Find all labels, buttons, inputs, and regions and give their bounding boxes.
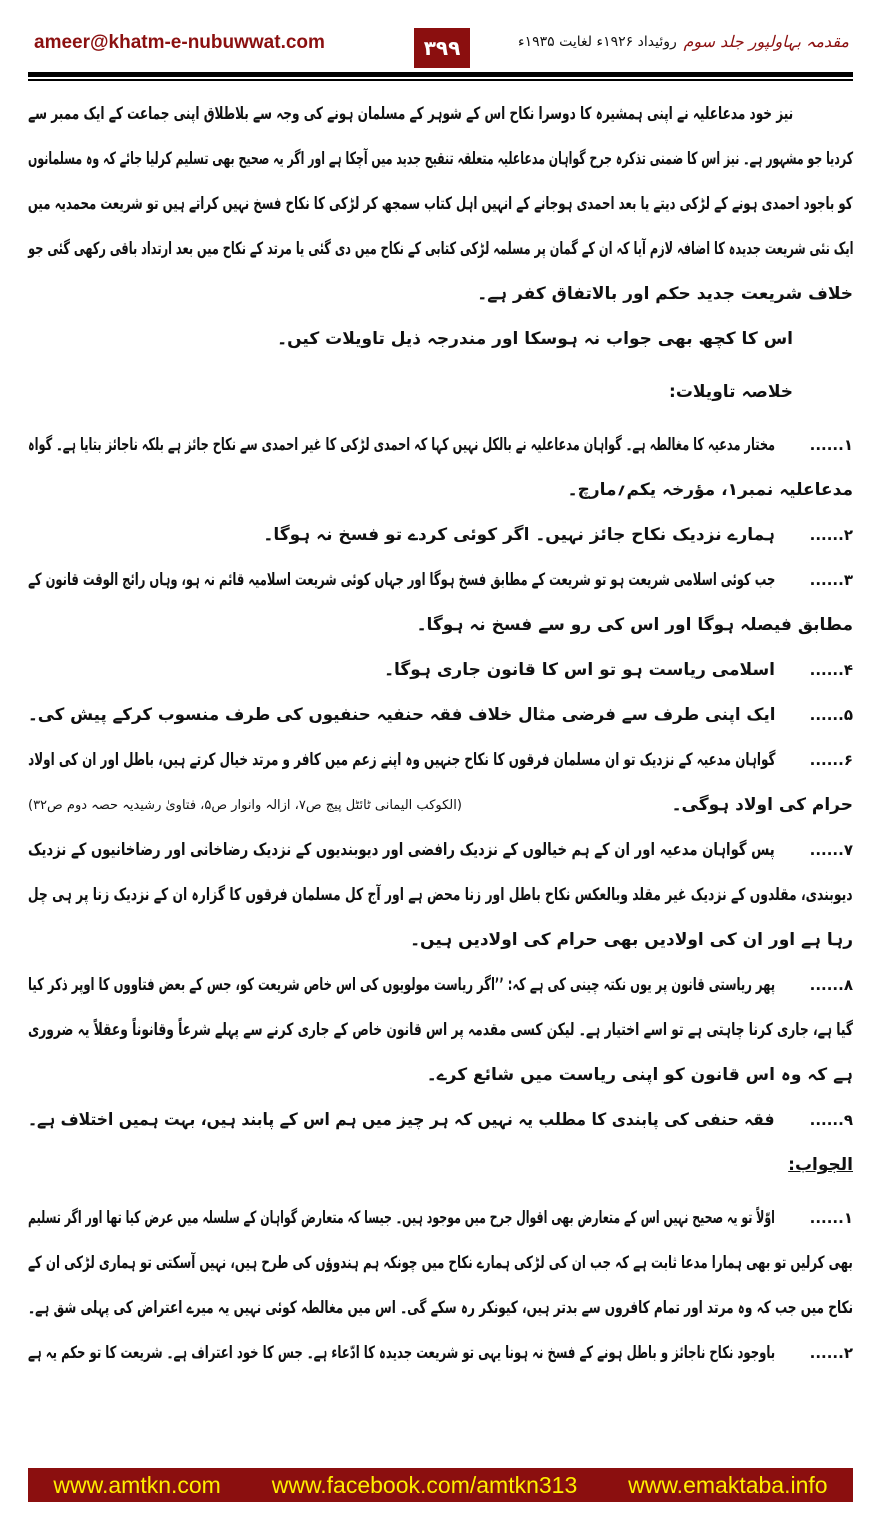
- line-text: مطابق فیصلہ ہوگا اور اس کی رو سے فسخ نہ ہوگا۔: [416, 615, 853, 635]
- item-number: ۲......: [809, 1344, 853, 1362]
- text-line: [28, 873, 853, 918]
- line-text: گیا ہے، جاری کرنا چاہتی ہے تو اسے اختیار ہے۔ لیکن کسی مقدمہ پر اس قانون خاص کے جاری کرنے سے پہلے شرعاً وقانوناً وعقلاً یہ ضروری: [27, 1020, 853, 1040]
- line-text: جب کوئی اسلامی شریعت ہو تو شریعت کے مطابق فسخ ہوگا اور جہاں کوئی شریعت اسلامیہ قائم نہ ہو، وہاں رائج الوقت قانون کے: [27, 570, 775, 590]
- item-number: ۹......: [809, 1111, 853, 1129]
- section-heading: [28, 1143, 853, 1188]
- line-text: ہے کہ وہ اس قانون کو اپنی ریاست میں شائع کرے۔: [426, 1065, 853, 1085]
- line-text: دیوبندی، مقلدوں کے نزدیک غیر مقلد وبالعکس نکاح باطل اور زنا محض ہے اور آج کل مسلمان فرقوں کا گزارہ ان کے نزدیک زنا پر ہی چل: [28, 885, 853, 905]
- email-address: ameer@khatm-e-nubuwwat.com: [34, 32, 325, 53]
- item-number: ۶......: [809, 751, 853, 769]
- line-text: نکاح میں جب کہ وہ مرتد اور تمام کافروں سے بدتر ہیں، کیونکر رہ سکے گی۔ اس میں مغالطہ کوئی نہیں یہ میرے اعتراض کی پہلی شق ہے۔: [27, 1298, 853, 1318]
- item-number: ۲......: [809, 526, 853, 544]
- text-line: [28, 1241, 853, 1286]
- line-text: بھی کرلیں تو بھی ہمارا مدعا ثابت ہے کہ جب ان کی لڑکی ہمارے نکاح میں چونکہ ہم ہندوؤں کی طرح ہیں، نہیں آسکتی تو ہماری لڑکی ان کے: [28, 1253, 853, 1273]
- item-number: ۴......: [809, 661, 853, 679]
- header-rule-thick: [28, 72, 853, 77]
- text-line: [28, 963, 853, 1008]
- text-line: [28, 1053, 853, 1098]
- line-text: فقہ حنفی کی پابندی کا مطلب یہ نہیں کہ ہر چیز میں ہم اس کے پابند ہیں، بہت ہمیں اختلاف ہے۔: [28, 1110, 775, 1130]
- text-line: [28, 918, 853, 963]
- line-text: مختار مدعیہ کا مغالطہ ہے۔ گواہان مدعاعلیہ نے بالکل نہیں کہا کہ احمدی لڑکی کا غیر احمدی سے نکاح جائز ہے بلکہ ناجائز بتایا ہے۔ گواہ: [27, 435, 775, 455]
- item-number: ۱......: [809, 1209, 853, 1227]
- line-text: کو باجود احمدی ہونے کے لڑکی دیتے یا بعد احمدی ہوجانے کے انہیں اہل کتاب سمجھ کر لڑکی کا نکاح فسخ نہیں کراتے ہیں تو شریعت محمدیہ میں: [28, 194, 853, 214]
- text-line: [28, 1331, 853, 1376]
- text-line: [28, 92, 853, 137]
- document-body: [28, 92, 853, 1376]
- line-text: رہا ہے اور ان کی اولادیں بھی حرام کی اولادیں ہیں۔: [410, 930, 853, 950]
- text-line: [28, 558, 853, 603]
- text-line: [28, 1286, 853, 1331]
- line-text: مدعاعلیہ نمبر۱، مؤرخہ یکم؍مارچ۔: [567, 480, 853, 500]
- line-text: باوجود نکاح ناجائز و باطل ہونے کے فسخ نہ ہونا یہی تو شریعت جدیدہ کا ادّعاء ہے۔ جس کا خود اعتراف ہے۔ شریعت کا تو حکم یہ ہے: [27, 1343, 775, 1363]
- text-line: [28, 1008, 853, 1053]
- line-text: حرام کی اولاد ہوگی۔: [671, 795, 853, 815]
- line-text: اوّلاً تو یہ صحیح نہیں اس کے متعارض بھی اقوال جرح میں موجود ہیں۔ جیسا کہ متعارض گواہان کے سلسلہ میں عرض کیا تھا اور اگر تسلیم: [28, 1208, 775, 1228]
- footer-link-facebook[interactable]: www.facebook.com/amtkn313: [271, 1471, 578, 1498]
- page-number: ۳۹۹: [414, 28, 470, 68]
- line-text: اسلامی ریاست ہو تو اس کا قانون جاری ہوگا۔: [384, 660, 775, 680]
- text-line: [28, 603, 853, 648]
- line-text: خلاصہ تاویلات:: [669, 382, 793, 402]
- citation: (الکوکب الیمانی ٹائٹل پیج ص۷، ازالہ وانوار ص۵، فتاویٰ رشیدیہ حصہ دوم ص۳۲): [28, 798, 462, 813]
- footer-link-emaktaba[interactable]: www.emaktaba.info: [628, 1471, 828, 1498]
- line-text: ایک نئی شریعت جدیدہ کا اضافہ لازم آیا کہ ان کے گمان پر مسلمہ لڑکی کتابی کے نکاح میں دی گئی یا مرتد کے نکاح میں بعد ارتداد باقی رکھی گئی جو: [27, 239, 853, 259]
- text-line: [28, 738, 853, 783]
- item-number: ۳......: [809, 571, 853, 589]
- text-line: [28, 693, 853, 738]
- line-text: ہمارے نزدیک نکاح جائز نہیں۔ اگر کوئی کردے تو فسخ نہ ہوگا۔: [263, 525, 775, 545]
- volume-period: روئیداد ۱۹۲۶ء لغایت ۱۹۳۵ء: [518, 34, 677, 50]
- line-text: پھر ریاستی قانون پر یوں نکتہ چینی کی ہے کہ: ’’اگر ریاست مولویوں کی اس خاص شریعت کو، جس کے بعض فتاووں کا اوپر ذکر کیا: [27, 975, 775, 995]
- item-number: ۱......: [809, 436, 853, 454]
- text-line: [28, 828, 853, 873]
- text-line: [28, 137, 853, 182]
- line-text: ایک اپنی طرف سے فرضی مثال خلاف فقہ حنفیہ حنفیوں کی طرف منسوب کرکے پیش کی۔: [27, 705, 775, 725]
- text-line: [28, 317, 853, 362]
- text-line: [28, 272, 853, 317]
- text-line: [28, 423, 853, 468]
- item-number: ۵......: [809, 706, 853, 724]
- text-line: [28, 513, 853, 558]
- item-number: ۷......: [809, 841, 853, 859]
- line-text: پس گواہان مدعیہ اور ان کے ہم خیالوں کے نزدیک رافضی اور دیوبندیوں کے نزدیک رضاخانی اور رضاخانیوں کے نزدیک: [28, 840, 775, 860]
- line-text: کردیا جو مشہور ہے۔ نیز اس کا ضمنی تذکرہ جرح گواہان مدعاعلیہ متعلقہ تنقیح جدید میں آچکا ہے اور اگر یہ صحیح بھی تسلیم کرلیا جائے کہ وہ مسلمانوں: [27, 149, 853, 169]
- text-line: [28, 1196, 853, 1241]
- text-line: [28, 182, 853, 227]
- footer-link-amtkn[interactable]: www.amtkn.com: [53, 1471, 221, 1498]
- line-text: الجواب:: [788, 1155, 853, 1175]
- text-line: [28, 783, 853, 828]
- item-number: ۸......: [809, 976, 853, 994]
- line-text: گواہان مدعیہ کے نزدیک تو ان مسلمان فرقوں کا نکاح جنہیں وہ اپنے زعم میں کافر و مرتد خیال کرتے ہیں، باطل اور ان کی اولاد: [27, 750, 775, 770]
- text-line: [28, 227, 853, 272]
- page-footer: [28, 1468, 853, 1502]
- line-text: اس کا کچھ بھی جواب نہ ہوسکا اور مندرجہ ذیل تاویلات کیں۔: [277, 329, 793, 349]
- book-title: مقدمہ بہاولپور جلد سوم: [683, 32, 849, 51]
- text-line: [28, 468, 853, 513]
- text-line: [28, 648, 853, 693]
- text-line: [28, 1098, 853, 1143]
- page-header: [28, 22, 853, 68]
- line-text: نیز خود مدعاعلیہ نے اپنی ہمشیرہ کا دوسرا نکاح اس کے شوہر کے مسلمان ہونے کی وجہ سے بلاطلاق اپنی جماعت کے ایک ممبر سے: [27, 104, 793, 124]
- line-text: خلاف شریعت جدید حکم اور بالاتفاق کفر ہے۔: [477, 284, 853, 304]
- text-line: [28, 370, 853, 415]
- header-rule-thin: [28, 79, 853, 81]
